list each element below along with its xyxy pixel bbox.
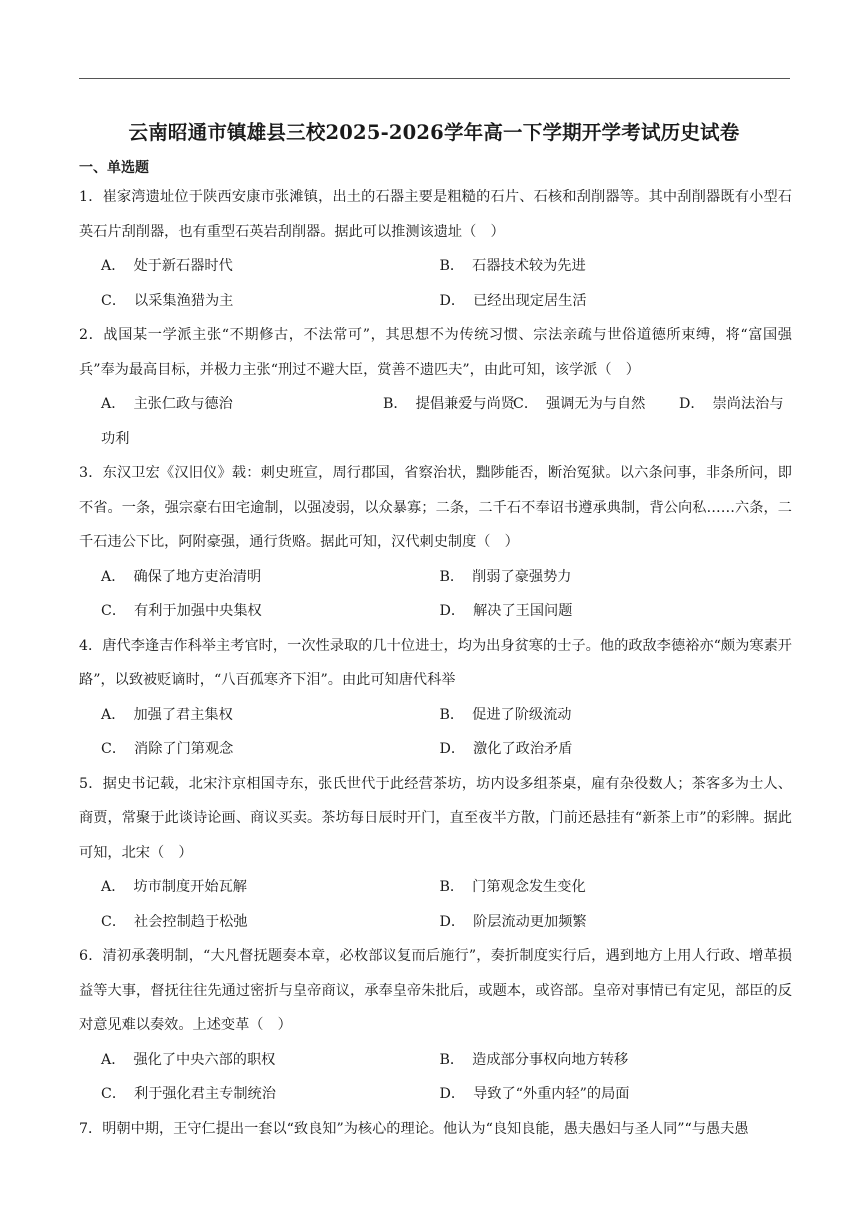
question-stem: 7．明朝中期，王守仁提出一套以“致良知”为核心的理论。他认为“良知良能，愚夫愚妇与圣人同”“与愚夫愚 [79, 1120, 749, 1137]
option-text: 有利于加强中央集权 [134, 603, 262, 619]
options [79, 1043, 792, 1112]
option-text: 利于强化君主专制统治 [134, 1086, 276, 1102]
option-text: 社会控制趋于松弛 [134, 913, 248, 930]
option-text: 消除了门第观念 [134, 741, 234, 757]
option-text: 以采集渔猎为主 [134, 292, 234, 309]
option-key: B． [439, 1051, 465, 1068]
option-text: 激化了政治矛盾 [473, 741, 573, 757]
option-key: D． [439, 292, 466, 309]
exam-title: 云南昭通市镇雄县三校2025-2026学年高一下学期开学考试历史试卷 [128, 121, 740, 144]
question-1 [79, 180, 792, 318]
option-a[interactable] [79, 387, 365, 422]
option-key: B． [439, 706, 465, 723]
option-text: 崇尚法治与 [712, 396, 784, 412]
option-d[interactable] [436, 284, 793, 319]
options [79, 560, 792, 629]
option-key: B． [439, 879, 465, 895]
option-text: 坊市制度开始瓦解 [133, 879, 247, 895]
options [79, 698, 792, 767]
option-key: A． [101, 568, 126, 585]
option-d[interactable] [436, 732, 793, 767]
option-text: 导致了“外重内轻”的局面 [473, 1086, 630, 1102]
option-text: 强化了中央六部的职权 [133, 1051, 276, 1068]
option-key: C． [101, 741, 127, 757]
option-key: A． [101, 258, 126, 274]
option-c[interactable] [79, 284, 436, 319]
option-c[interactable] [79, 594, 436, 629]
option-d[interactable] [436, 1077, 793, 1112]
option-key: C． [101, 913, 127, 930]
option-text: 已经出现定居生活 [473, 292, 587, 309]
question-stem: 2．战国某一学派主张“不期修古，不法常可”，其思想不为传统习惯、宗法亲疏与世俗道德所束缚，将“富国强兵”奉为最高目标，并极力主张“刑过不避大臣，赏善不遗匹夫”，由此可知，该学派（ ） [79, 327, 792, 378]
question-3 [79, 456, 792, 629]
option-text: 门第观念发生变化 [472, 879, 586, 895]
question-2 [79, 318, 792, 456]
option-text: 处于新石器时代 [133, 258, 233, 274]
question-4 [79, 629, 792, 767]
option-key: C． [101, 603, 127, 619]
option-a[interactable] [79, 1043, 436, 1078]
question-stem: 5．据史书记载，北宋汴京相国寺东，张氏世代于此经营茶坊，坊内设多组茶桌，雇有杂役数人；茶客多为士人、商贾，常聚于此谈诗论画、商议买卖。茶坊每日辰时开门，直至夜半方散，门前还悬挂有“新茶上市”的彩牌。据此可知，北宋（ ） [79, 775, 792, 861]
option-text: 强调无为与自然 [546, 396, 646, 412]
header-rule [79, 78, 790, 79]
option-c[interactable] [513, 387, 673, 422]
option-text: 石器技术较为先进 [472, 258, 586, 274]
question-6 [79, 939, 792, 1112]
option-text: 加强了君主集权 [133, 706, 233, 723]
option-key: D． [439, 741, 466, 757]
option-b[interactable] [436, 698, 793, 733]
option-c[interactable] [79, 732, 436, 767]
option-text: 造成部分事权向地方转移 [472, 1051, 629, 1068]
option-text: 阶层流动更加频繁 [473, 913, 587, 930]
question-stem: 4．唐代李逢吉作科举主考官时，一次性录取的几十位进士，均为出身贫寒的士子。他的政敌李德裕亦“颇为寒素开路”，以致被贬谪时，“八百孤寒齐下泪”。由此可知唐代科举 [79, 637, 792, 688]
option-key: B． [383, 396, 408, 412]
question-list [79, 180, 792, 1146]
option-d[interactable] [673, 387, 792, 422]
option-key: B． [439, 568, 465, 585]
option-key: A． [101, 706, 126, 723]
options [79, 870, 792, 939]
options [79, 387, 792, 456]
option-a[interactable] [79, 870, 436, 905]
option-d[interactable] [436, 594, 793, 629]
question-7 [79, 1112, 792, 1147]
option-d[interactable] [436, 905, 793, 940]
option-text: 确保了地方吏治清明 [133, 568, 262, 585]
option-key: D． [679, 396, 705, 412]
option-a[interactable] [79, 698, 436, 733]
option-c[interactable] [79, 905, 436, 940]
option-b[interactable] [436, 560, 793, 595]
option-text: 提倡兼爱与尚贤 [415, 396, 515, 412]
option-key: C． [101, 292, 127, 309]
option-key: B． [439, 258, 465, 274]
option-key: D． [439, 1086, 466, 1102]
option-text: 主张仁政与德治 [133, 396, 233, 412]
option-b[interactable] [436, 1043, 793, 1078]
option-text: 解决了王国问题 [473, 603, 573, 619]
option-c[interactable] [79, 1077, 436, 1112]
option-a[interactable] [79, 560, 436, 595]
section-heading: 一、单选题 [79, 160, 149, 176]
option-key: D． [439, 913, 466, 930]
option-d-continued: 功利 [101, 430, 130, 447]
question-stem: 1．崔家湾遗址位于陕西安康市张滩镇，出土的石器主要是粗糙的石片、石核和刮削器等。其中刮削器既有小型石英石片刮削器，也有重型石英岩刮削器。据此可以推测该遗址（ ） [79, 189, 792, 240]
options [79, 249, 792, 318]
option-key: C． [101, 1086, 127, 1102]
option-b[interactable] [365, 387, 513, 422]
option-text: 促进了阶级流动 [472, 706, 572, 723]
option-b[interactable] [436, 249, 793, 284]
option-key: A． [101, 396, 126, 412]
option-text: 削弱了豪强势力 [472, 568, 572, 585]
option-b[interactable] [436, 870, 793, 905]
option-key: C． [513, 396, 539, 412]
question-5 [79, 767, 792, 940]
option-key: A． [101, 879, 126, 895]
question-stem: 3．东汉卫宏《汉旧仪》载：刺史班宣，周行郡国，省察治状，黜陟能否，断治冤狱。以六条问事，非条所问，即不省。一条，强宗豪右田宅逾制，以强凌弱，以众暴寡；二条，二千石不奉诏书遵承典制，背公向私……六条，二千石违公下比，阿附豪强，通行货赂。据此可知，汉代刺史制度（ ） [79, 465, 792, 550]
option-key: D． [439, 603, 466, 619]
option-a[interactable] [79, 249, 436, 284]
question-stem: 6．清初承袭明制，“大凡督抚题奏本章，必枚部议复而后施行”，奏折制度实行后，遇到地方上用人行政、增革损益等大事，督抚往往先通过密折与皇帝商议，承奉皇帝朱批后，或题本，或咨部。皇帝对事情已有定见，部臣的反对意见难以奏效。上述变革（ ） [79, 948, 792, 1033]
option-key: A． [101, 1051, 126, 1068]
